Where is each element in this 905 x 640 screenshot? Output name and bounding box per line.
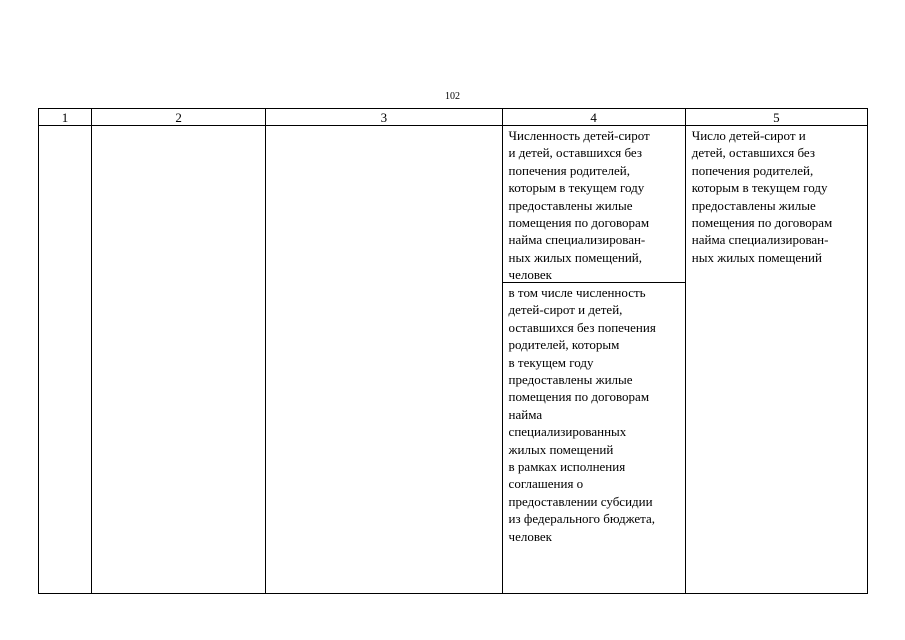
text-line: предоставлены жилые [508,197,633,213]
text-line: помещения по договорам [691,215,833,231]
text-line: в рамках исполнения [508,459,626,475]
text-line: помещения по договорам [508,215,650,231]
text-line: в текущем году [508,354,594,370]
column-header-3: 3 [266,109,502,126]
column-header-4: 4 [502,109,685,126]
text-line: оставшихся без попечения [508,319,656,335]
text-line: которым в текущем году [508,180,645,196]
indicator-subsidy-block [503,283,685,545]
text-line: жилых помещений [508,441,614,457]
cell-col-4 [502,126,685,594]
text-line: родителей, которым [508,337,620,353]
text-line: найма [508,406,543,422]
text-line: соглашения о [508,476,584,492]
text-line: в том числе численность [508,285,646,300]
text-line: ных жилых помещений, [508,249,643,265]
text-line: из федерального бюджета, [508,511,656,527]
text-line: Число детей-сирот и [691,128,806,143]
indicator-total-block [503,126,685,283]
cell-col-2 [92,126,266,594]
text-line: попечения родителей, [691,162,814,178]
text-line: и детей, оставшихся без [508,145,642,161]
column-header-5: 5 [685,109,867,126]
text-line: Численность детей-сирот [508,128,650,143]
text-line: предоставлении субсидии [508,493,653,509]
table-header-row [39,109,868,126]
text-line: помещения по договорам [508,389,650,405]
text-line: найма специализирован- [691,232,829,248]
text-line: человек [508,528,552,544]
text-line: предоставлены жилые [691,197,816,213]
cell-col-5 [685,126,867,594]
text-line: человек [508,267,552,283]
result-text [686,126,867,266]
text-line: детей-сирот и детей, [508,302,623,318]
text-line: попечения родителей, [508,162,630,178]
table-row [39,126,868,594]
text-line: найма специализирован- [508,232,646,248]
indicator-subsidy-text [503,283,685,545]
cell-col-3 [266,126,502,594]
indicator-table [38,108,868,594]
page-number: 102 [445,91,460,102]
text-line: детей, оставшихся без [691,145,815,161]
text-line: ных жилых помещений [691,249,822,265]
column-header-2: 2 [92,109,266,126]
column-header-1: 1 [39,109,92,126]
text-line: которым в текущем году [691,180,828,196]
text-line: предоставлены жилые [508,372,633,388]
text-line: специализированных [508,424,627,440]
cell-col-1 [39,126,92,594]
indicator-total-text [503,126,685,284]
